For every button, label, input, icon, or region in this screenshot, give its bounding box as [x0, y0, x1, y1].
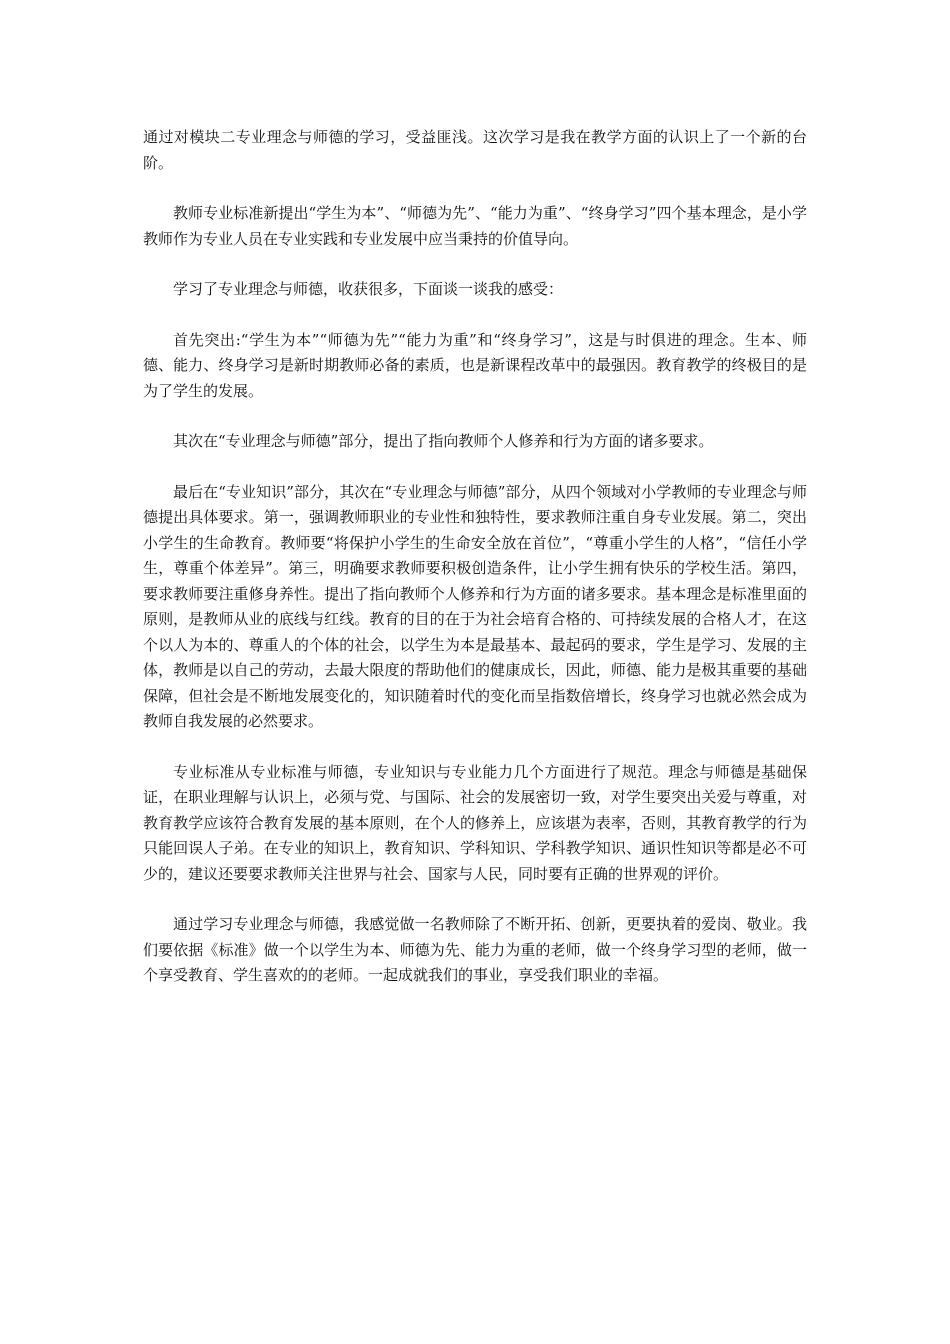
paragraph-first: 首先突出:“学生为本”“师德为先”“能力为重”和“终身学习”，这是与时俱进的理念。生本、师德、能力、终身学习是新时期教师必备的素质，也是新课程改革中的最强因。教育教学的终极目的是为了学生的发展。: [143, 330, 807, 400]
paragraph-basic-ideas: 教师专业标准新提出“学生为本”、“师德为先”、“能力为重”、“终身学习”四个基本理念，是小学教师作为专业人员在专业实践和专业发展中应当秉持的价值导向。: [143, 204, 807, 248]
paragraph-second: 其次在“专业理念与师德”部分，提出了指向教师个人修养和行为方面的诸多要求。: [173, 432, 714, 450]
paragraph-last: 最后在“专业知识”部分，其次在“专业理念与师德”部分，从四个领域对小学教师的专业理念与师德提出具体要求。第一，强调教师职业的专业性和独特性，要求教师注重自身专业发展。第二，突出小学生的生命教育。教师要“将保护小学生的生命安全放在首位”，“尊重小学生的人格”，“信任小学生，尊重个体差异”。第三，明确要求教师要积极创造条件，让小学生拥有快乐的学校生活。第四，要求教师要注重修身养性。提出了指向教师个人修养和行为方面的诸多要求。基本理念是标准里面的原则，是教师从业的底线与红线。教育的目的在于为社会培育合格的、可持续发展的合格人才，在这个以人为本的、尊重人的个体的社会，以学生为本是最基本、最起码的要求，学生是学习、发展的主体，教师是以自己的劳动，去最大限度的帮助他们的健康成长，因此，师德、能力是极其重要的基础保障，但社会是不断地发展变化的，知识随着时代的变化而呈指数倍增长，终身学习也就必然会成为教师自我发展的必然要求。: [143, 482, 807, 730]
paragraph-feelings-lead: 学习了专业理念与师德，收获很多，下面谈一谈我的感受：: [173, 280, 564, 298]
paragraph-conclusion: 通过学习专业理念与师德，我感觉做一名教师除了不断开拓、创新，更要执着的爱岗、敬业。我们要依据《标准》做一个以学生为本、师德为先、能力为重的老师，做一个终身学习型的老师，做一个享受教育、学生喜欢的的老师。一起成就我们的事业，享受我们职业的幸福。: [143, 915, 807, 984]
document-page: [143, 125, 807, 1014]
paragraph-standards: 专业标准从专业标准与师德，专业知识与专业能力几个方面进行了规范。理念与师德是基础保证，在职业理解与认识上，必须与党、与国际、社会的发展密切一致，对学生要突出关爱与尊重，对教育教学应该符合教育发展的基本原则，在个人的修养上，应该堪为表率，否则，其教育教学的行为只能回误人子弟。在专业的知识上，教育知识、学科知识、学科教学知识、通识性知识等都是必不可少的，建议还要要求教师关注世界与社会、国家与人民，同时要有正确的世界观的评价。: [143, 762, 807, 883]
paragraph-intro: 通过对模块二专业理念与师德的学习，受益匪浅。这次学习是我在教学方面的认识上了一个新的台阶。: [143, 128, 807, 172]
